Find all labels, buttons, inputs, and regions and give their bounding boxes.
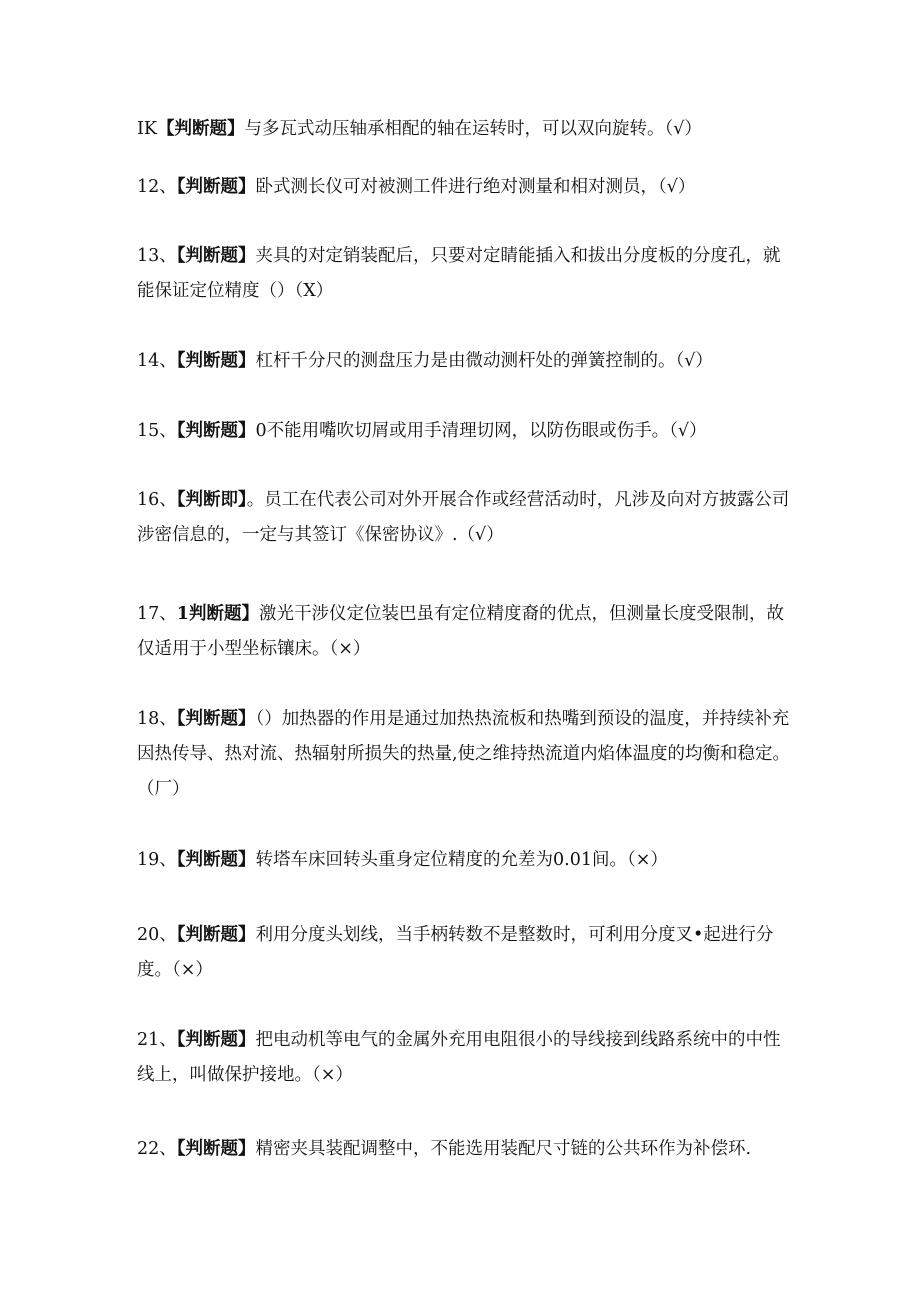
question-type-tag: 【判断即】 bbox=[176, 490, 247, 510]
question-type-tag: 【判断题】 bbox=[176, 709, 256, 729]
question-text: 利用分度头划线，当手柄转数不是整数时，可利用分度叉•起进行分度。（×） bbox=[137, 925, 774, 980]
question-text: 与多瓦式动压轴承相配的轴在运转时，可以双向旋转。（√） bbox=[244, 119, 702, 139]
question-text: 卧式测长仪可对被测工件进行绝对测量和相对测员，（√） bbox=[255, 177, 696, 197]
question-type-tag: 【判断题】 bbox=[176, 925, 256, 945]
question-number: 22、 bbox=[137, 1139, 177, 1159]
question-item bbox=[137, 414, 797, 449]
question-text: 杠杆千分尺的测盘压力是由微动测杆处的弹簧控制的。（√） bbox=[255, 351, 713, 371]
question-number: 19、 bbox=[137, 850, 177, 870]
question-text: 激光干涉仪定位装巴虽有定位精度裔的优点，但测量长度受限制，故仅适用于小型坐标镶床。（×） bbox=[137, 604, 784, 659]
question-item bbox=[137, 112, 797, 147]
question-text: 。员工在代表公司对外开展合作或经营活动时，凡涉及向对方披露公司涉密信息的，一定与其签订《保密协议》.（√） bbox=[137, 490, 790, 545]
question-type-tag: 【判断题】 bbox=[176, 177, 256, 197]
question-type-tag: 【判断题】 bbox=[176, 1030, 256, 1050]
question-item bbox=[137, 483, 797, 553]
question-number: 21、 bbox=[137, 1030, 177, 1050]
question-number: 20、 bbox=[137, 925, 177, 945]
question-item bbox=[137, 1023, 797, 1093]
question-type-tag: 【判断题】 bbox=[176, 421, 256, 441]
question-number: IK bbox=[137, 119, 157, 139]
question-number: 13、 bbox=[137, 246, 177, 266]
question-item bbox=[137, 702, 797, 807]
question-number: 16、 bbox=[137, 490, 177, 510]
question-text: 夹具的对定销装配后，只要对定睛能插入和拔出分度板的分度孔，就能保证定位精度（）（X） bbox=[137, 246, 781, 301]
question-text: 精密夹具装配调整中，不能选用装配尺寸链的公共环作为补偿环. bbox=[255, 1139, 752, 1159]
question-item bbox=[137, 170, 797, 205]
question-number: 15、 bbox=[137, 421, 177, 441]
question-type-tag: 【判断题】 bbox=[157, 119, 245, 139]
question-type-tag: 1判断题】 bbox=[176, 604, 259, 624]
question-text: 0不能用嘴吹切屑或用手清理切网，以防伤眼或伤手。（√） bbox=[255, 421, 707, 441]
question-item bbox=[137, 1132, 797, 1167]
question-number: 12、 bbox=[137, 177, 177, 197]
question-number: 18、 bbox=[137, 709, 177, 729]
question-text: （）加热器的作用是通过加热热流板和热嘴到预设的温度，并持续补充因热传导、热对流、热辐射所损失的热量,使之维持热流道内焰体温度的均衡和稳定。（厂） bbox=[137, 709, 791, 799]
question-item bbox=[137, 239, 797, 309]
question-item bbox=[137, 597, 797, 667]
question-type-tag: 【判断题】 bbox=[176, 1139, 256, 1159]
question-item bbox=[137, 843, 797, 878]
question-number: 14、 bbox=[137, 351, 177, 371]
question-text: 把电动机等电气的金属外充用电阻很小的导线接到线路系统中的中性线上，叫做保护接地。（×） bbox=[137, 1030, 781, 1085]
question-item bbox=[137, 344, 797, 379]
question-type-tag: 【判断题】 bbox=[176, 246, 256, 266]
question-number: 17、 bbox=[137, 604, 177, 624]
question-type-tag: 【判断题】 bbox=[176, 850, 256, 870]
question-item bbox=[137, 918, 797, 988]
question-type-tag: 【判断题】 bbox=[176, 351, 256, 371]
question-text: 转塔车床回转头重身定位精度的允差为0.01间。（×） bbox=[255, 850, 668, 870]
